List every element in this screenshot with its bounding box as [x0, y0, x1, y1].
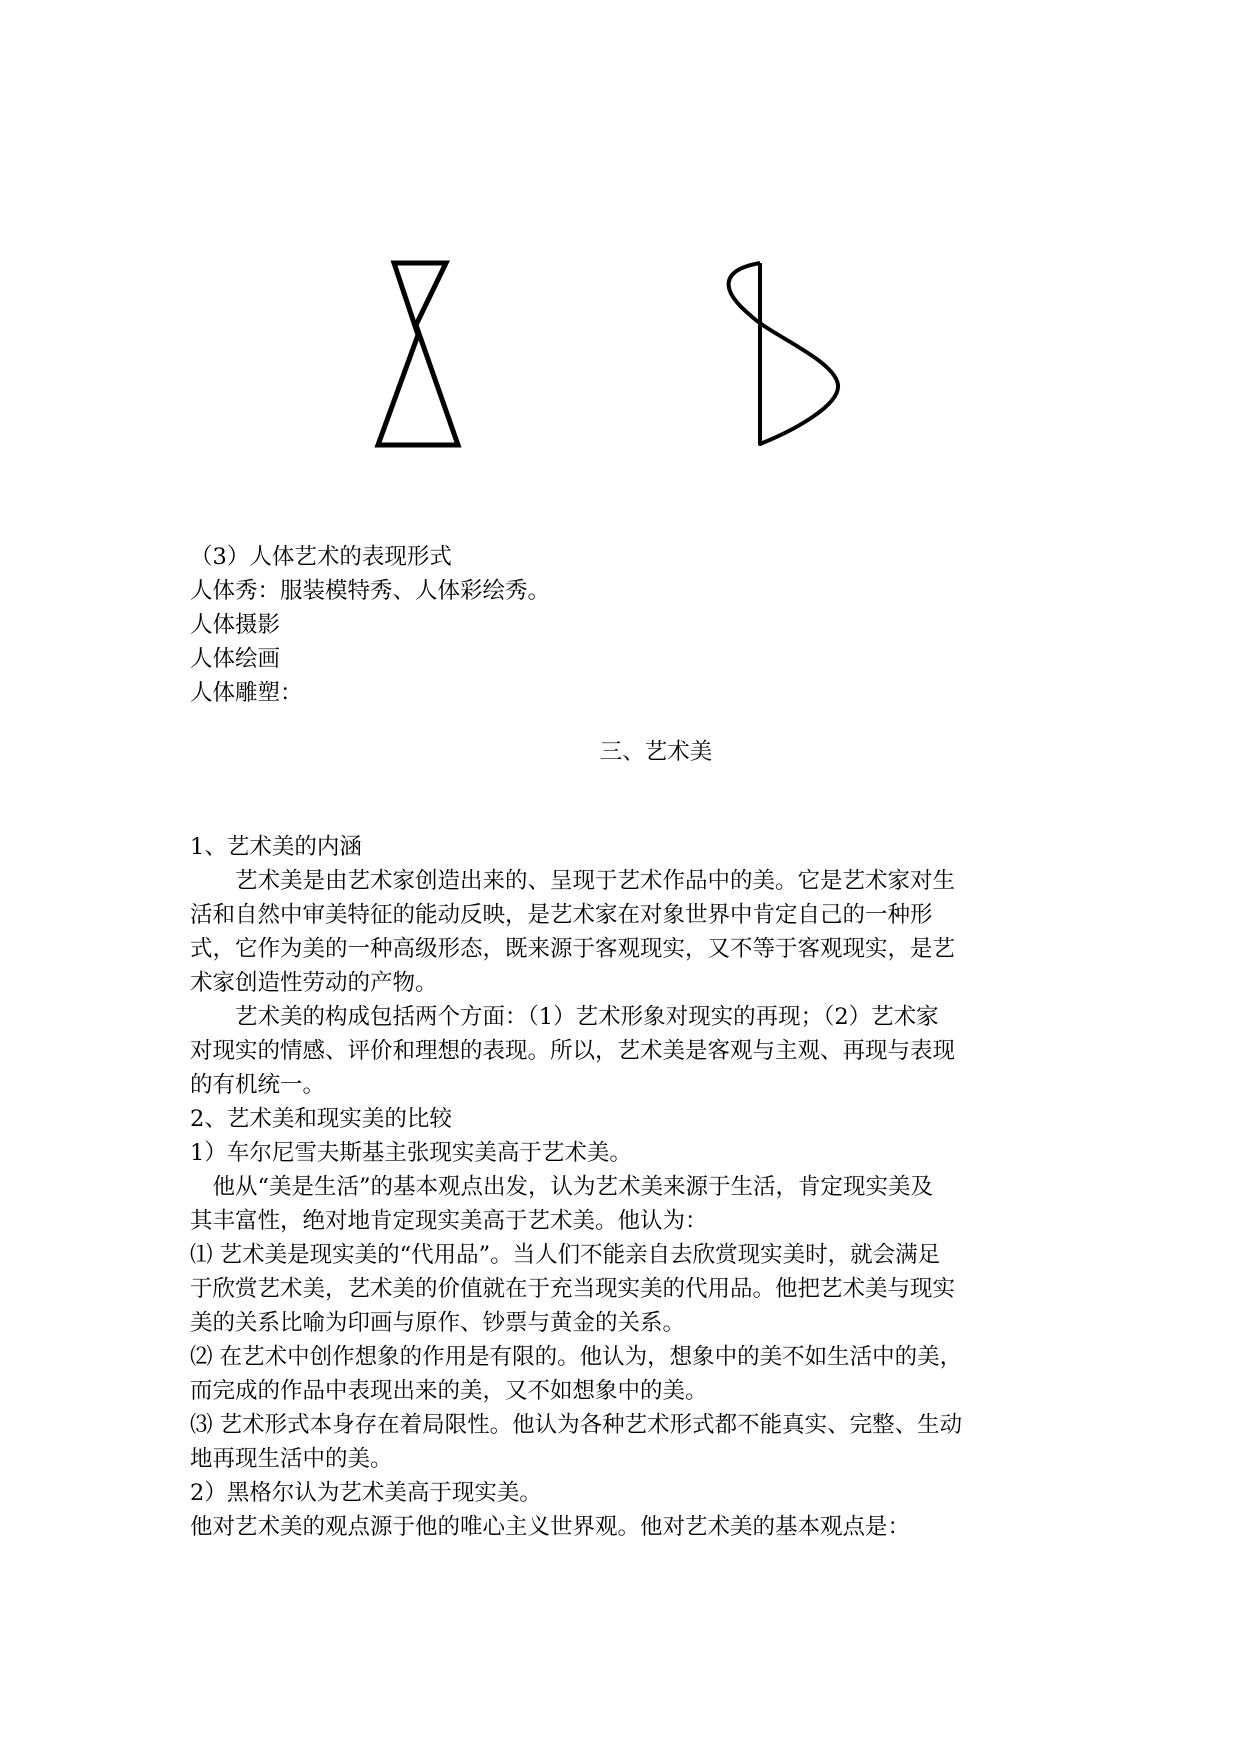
- body-line: 术家创造性劳动的产物。: [190, 970, 438, 996]
- body-line: 美的关系比喻为印画与原作、钞票与黄金的关系。: [190, 1310, 686, 1336]
- body-line: 艺术美是由艺术家创造出来的、呈现于艺术作品中的美。它是艺术家对生: [190, 868, 956, 894]
- list-item: 人体秀：服装模特秀、人体彩绘秀。: [190, 578, 551, 604]
- s-curve-figure: [700, 255, 850, 455]
- list-item: 人体雕塑：: [190, 680, 303, 706]
- body-line: 他从“美是生活”的基本观点出发，认为艺术美来源于生活，肯定现实美及: [190, 1174, 934, 1200]
- body-line: 的有机统一。: [190, 1072, 326, 1098]
- body-line: 艺术美的构成包括两个方面：（1）艺术形象对现实的再现；（2）艺术家: [190, 1004, 939, 1030]
- subheading: 2、艺术美和现实美的比较: [190, 1106, 452, 1132]
- body-line: 他对艺术美的观点源于他的唯心主义世界观。他对艺术美的基本观点是：: [190, 1514, 911, 1540]
- s-curve-shape: [729, 263, 838, 444]
- body-line: 而完成的作品中表现出来的美，又不如想象中的美。: [190, 1378, 708, 1404]
- subheading: 2）黑格尔认为艺术美高于现实美。: [190, 1480, 542, 1506]
- body-line: 其丰富性，绝对地肯定现实美高于艺术美。他认为：: [190, 1208, 708, 1234]
- body-line: ⑵ 在艺术中创作想象的作用是有限的。他认为，想象中的美不如生活中的美，: [190, 1344, 963, 1370]
- body-line: ⑶ 艺术形式本身存在着局限性。他认为各种艺术形式都不能真实、完整、生动: [190, 1412, 963, 1438]
- body-line: 于欣赏艺术美，艺术美的价值就在于充当现实美的代用品。他把艺术美与现实: [190, 1276, 956, 1302]
- section-heading: （3）人体艺术的表现形式: [190, 544, 452, 570]
- list-item: 人体摄影: [190, 612, 281, 638]
- body-line: 式，它作为美的一种高级形态，既来源于客观现实，又不等于客观现实，是艺: [190, 936, 956, 962]
- body-line: ⑴ 艺术美是现实美的“代用品”。当人们不能亲自去欣赏现实美时，就会满足: [190, 1242, 941, 1268]
- chapter-title: 三、艺术美: [599, 739, 713, 765]
- body-line: 1、艺术美的内涵: [190, 834, 362, 860]
- subheading: 1）车尔尼雪夫斯基主张现实美高于艺术美。: [190, 1140, 632, 1166]
- body-line: 对现实的情感、评价和理想的表现。所以，艺术美是客观与主观、再现与表现: [190, 1038, 956, 1064]
- list-item: 人体绘画: [190, 646, 281, 672]
- hourglass-shape: [378, 263, 458, 445]
- body-line: 地再现生活中的美。: [190, 1446, 393, 1472]
- body-line: 活和自然中审美特征的能动反映，是艺术家在对象世界中肯定自己的一种形: [190, 902, 933, 928]
- hourglass-figure: [370, 255, 470, 455]
